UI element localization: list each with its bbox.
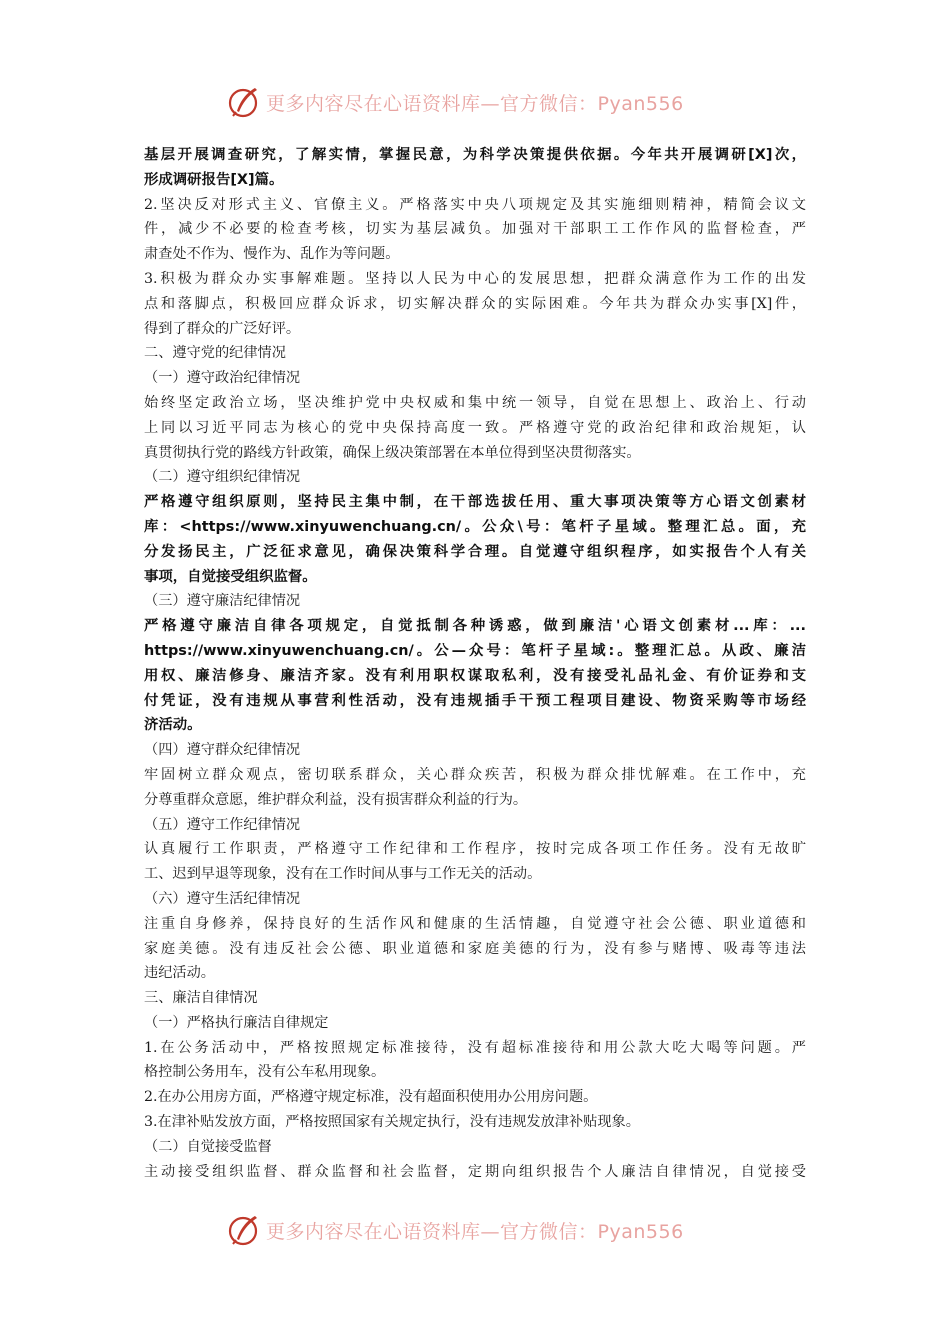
- text-line: （六）遵守生活纪律情况: [144, 890, 301, 907]
- text-line: 事项，自觉接受组织监督。: [144, 568, 317, 585]
- text-line: 牢固树立群众观点，密切联系群众，关心群众疾苦，积极为群众排忧解难。在工作中，充: [144, 766, 806, 783]
- footer-banner: [226, 1212, 684, 1248]
- text-line: 1.在公务活动中，严格按照规定标准接待，没有超标准接待和用公款大吃大喝等问题。严: [144, 1039, 806, 1056]
- banner-text: 更多内容尽在心语资料库—官方微信：Pyan556: [266, 1220, 684, 1243]
- text-line: （三）遵守廉洁纪律情况: [144, 593, 301, 610]
- text-line: 主动接受组织监督、群众监督和社会监督，定期向组织报告个人廉洁自律情况，自觉接受: [144, 1163, 806, 1180]
- text-line: 得到了群众的广泛好评。: [144, 320, 301, 337]
- text-line: 真贯彻执行党的路线方针政策，确保上级决策部署在本单位得到坚决贯彻落实。: [144, 444, 641, 461]
- text-line: 分尊重群众意愿，维护群众利益，没有损害群众利益的行为。: [144, 791, 528, 808]
- text-line: 形成调研报告[X]篇。: [144, 171, 284, 188]
- text-line: 分发扬民主，广泛征求意见，确保决策科学合理。自觉遵守组织程序，如实报告个人有关: [144, 543, 806, 560]
- text-line: （二）遵守组织纪律情况: [144, 469, 301, 486]
- text-line: 济活动。: [144, 717, 202, 734]
- text-line: 用权、廉洁修身、廉洁齐家。没有利用职权谋取私利，没有接受礼品礼金、有价证券和支: [144, 667, 806, 684]
- text-line: 违纪活动。: [144, 965, 215, 982]
- text-line: 3.在津补贴发放方面，严格按照国家有关规定执行，没有违规发放津补贴现象。: [144, 1114, 640, 1131]
- text-line: 家庭美德。没有违反社会公德、职业道德和家庭美德的行为，没有参与赌博、吸毒等违法: [144, 940, 806, 957]
- document-body: [144, 143, 806, 1184]
- text-line: 认真履行工作职责，严格遵守工作纪律和工作程序，按时完成各项工作任务。没有无故旷: [144, 841, 806, 858]
- text-line: 2.在办公用房方面，严格遵守规定标准，没有超面积使用办公用房问题。: [144, 1089, 598, 1106]
- text-line: 严格遵守组织原则，坚持民主集中制，在干部选拔任用、重大事项决策等方心语文创素材: [144, 494, 806, 511]
- text-line: 肃查处不作为、慢作为、乱作为等问题。: [144, 246, 400, 263]
- quill-logo-icon: [226, 84, 262, 120]
- text-line: 基层开展调查研究，了解实情，掌握民意，为科学决策提供依据。今年共开展调研[X]次，: [144, 147, 806, 163]
- text-line: 始终坚定政治立场，坚决维护党中央权威和集中统一领导，自觉在思想上、政治上、行动: [144, 394, 806, 411]
- text-line: 付凭证，没有违规从事营利性活动，没有违规插手干预工程项目建设、物资采购等市场经: [144, 692, 806, 709]
- quill-logo-icon: [226, 1212, 262, 1248]
- text-line: 点和落脚点，积极回应群众诉求，切实解决群众的实际困难。今年共为群众办实事[X]件，: [144, 295, 806, 312]
- text-line: （一）严格执行廉洁自律规定: [144, 1014, 329, 1031]
- text-line: 3.积极为群众办实事解难题。坚持以人民为中心的发展思想，把群众满意作为工作的出发: [144, 270, 806, 287]
- text-line: 格控制公务用车，没有公车私用现象。: [144, 1064, 386, 1081]
- banner-text: 更多内容尽在心语资料库—官方微信：Pyan556: [266, 92, 684, 115]
- text-line: （五）遵守工作纪律情况: [144, 816, 301, 833]
- text-line: 二、遵守党的纪律情况: [144, 345, 286, 362]
- text-line: （一）遵守政治纪律情况: [144, 370, 301, 387]
- text-line: https://www.xinyuwenchuang.cn/。公—众号：笔杆子星域:。整理汇总。从政、廉洁: [144, 642, 806, 659]
- text-line: 库：<https://www.xinyuwenchuang.cn/。公众\号：笔杆子星域。整理汇总。面，充: [144, 518, 806, 535]
- text-line: （四）遵守群众纪律情况: [144, 742, 301, 759]
- text-line: （二）自觉接受监督: [144, 1138, 272, 1155]
- text-line: 件，减少不必要的检查考核，切实为基层减负。加强对干部职工工作作风的监督检查，严: [144, 221, 806, 238]
- text-line: 上同以习近平同志为核心的党中央保持高度一致。严格遵守党的政治纪律和政治规矩，认: [144, 419, 806, 436]
- text-line: 三、廉洁自律情况: [144, 990, 258, 1007]
- text-line: 2.坚决反对形式主义、官僚主义。严格落实中央八项规定及其实施细则精神，精简会议文: [144, 196, 806, 213]
- text-line: 工、迟到早退等现象，没有在工作时间从事与工作无关的活动。: [144, 866, 542, 883]
- header-banner: [226, 84, 684, 120]
- text-line: 严格遵守廉洁自律各项规定，自觉抵制各种诱惑，做到廉洁'心语文创素材...库：...: [144, 618, 806, 635]
- text-line: 注重自身修养，保持良好的生活作风和健康的生活情趣，自觉遵守社会公德、职业道德和: [144, 915, 806, 932]
